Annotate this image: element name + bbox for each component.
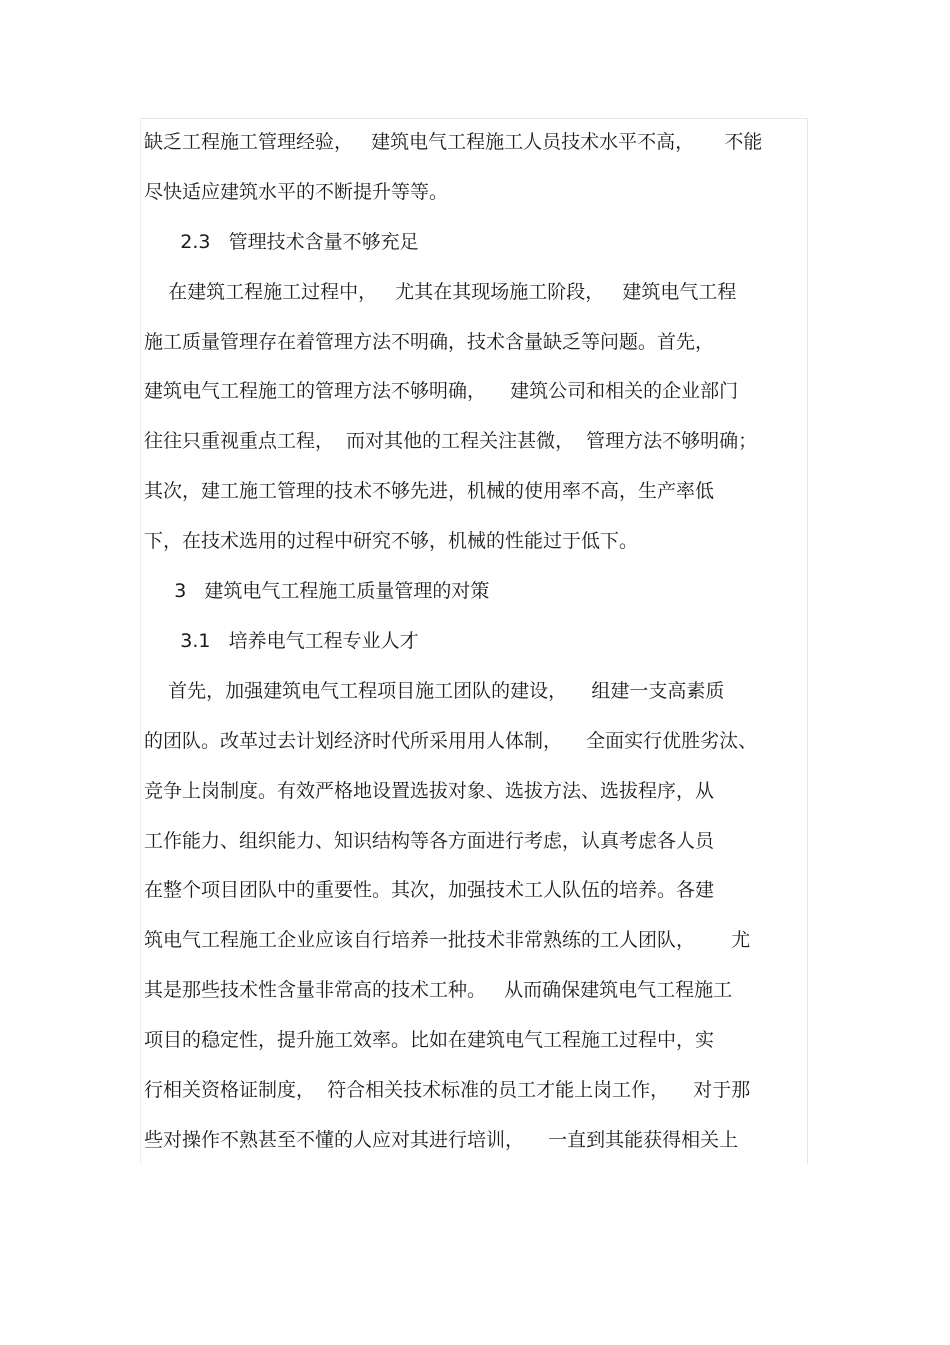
text-line: 其次，建工施工管理的技术不够先进，机械的使用率不高，生产率低 bbox=[144, 480, 715, 502]
text-line: 下，在技术选用的过程中研究不够，机械的性能过于低下。 bbox=[144, 530, 639, 552]
text-line: 项目的稳定性，提升施工效率。比如在建筑电气工程施工过程中，实 bbox=[144, 1029, 715, 1051]
text-line: 些对操作不熟甚至不懂的人应对其进行培训， 一直到其能获得相关上 bbox=[144, 1129, 739, 1151]
text-line: 工作能力、组织能力、知识结构等各方面进行考虑，认真考虑各人员 bbox=[144, 830, 715, 852]
text-line: 缺乏工程施工管理经验， 建筑电气工程施工人员技术水平不高， 不能 bbox=[144, 131, 763, 153]
text-line: 的团队。改革过去计划经济时代所采用用人体制， 全面实行优胜劣汰、 bbox=[144, 730, 758, 752]
text-line: 竞争上岗制度。有效严格地设置选拔对象、选拔方法、选拔程序，从 bbox=[144, 780, 715, 802]
section-heading: 3.1 培养电气工程专业人才 bbox=[144, 630, 419, 652]
section-heading: 2.3 管理技术含量不够充足 bbox=[144, 231, 419, 253]
text-line: 施工质量管理存在着管理方法不明确，技术含量缺乏等问题。首先， bbox=[144, 331, 715, 353]
text-line: 首先，加强建筑电气工程项目施工团队的建设， 组建一支高素质 bbox=[144, 680, 725, 702]
text-line: 行相关资格证制度， 符合相关技术标准的员工才能上岗工作， 对于那 bbox=[144, 1079, 751, 1101]
text-line: 往往只重视重点工程， 而对其他的工程关注甚微， 管理方法不够明确； bbox=[144, 430, 758, 452]
text-line: 筑电气工程施工企业应该自行培养一批技术非常熟练的工人团队， 尤 bbox=[144, 929, 751, 951]
text-line: 建筑电气工程施工的管理方法不够明确， 建筑公司和相关的企业部门 bbox=[144, 380, 739, 402]
text-line: 在整个项目团队中的重要性。其次，加强技术工人队伍的培养。各建 bbox=[144, 879, 715, 901]
section-heading: 3 建筑电气工程施工质量管理的对策 bbox=[144, 580, 490, 602]
text-line: 其是那些技术性含量非常高的技术工种。 从而确保建筑电气工程施工 bbox=[144, 979, 733, 1001]
text-line: 在建筑工程施工过程中， 尤其在其现场施工阶段， 建筑电气工程 bbox=[144, 281, 737, 303]
text-line: 尽快适应建筑水平的不断提升等等。 bbox=[144, 181, 449, 203]
